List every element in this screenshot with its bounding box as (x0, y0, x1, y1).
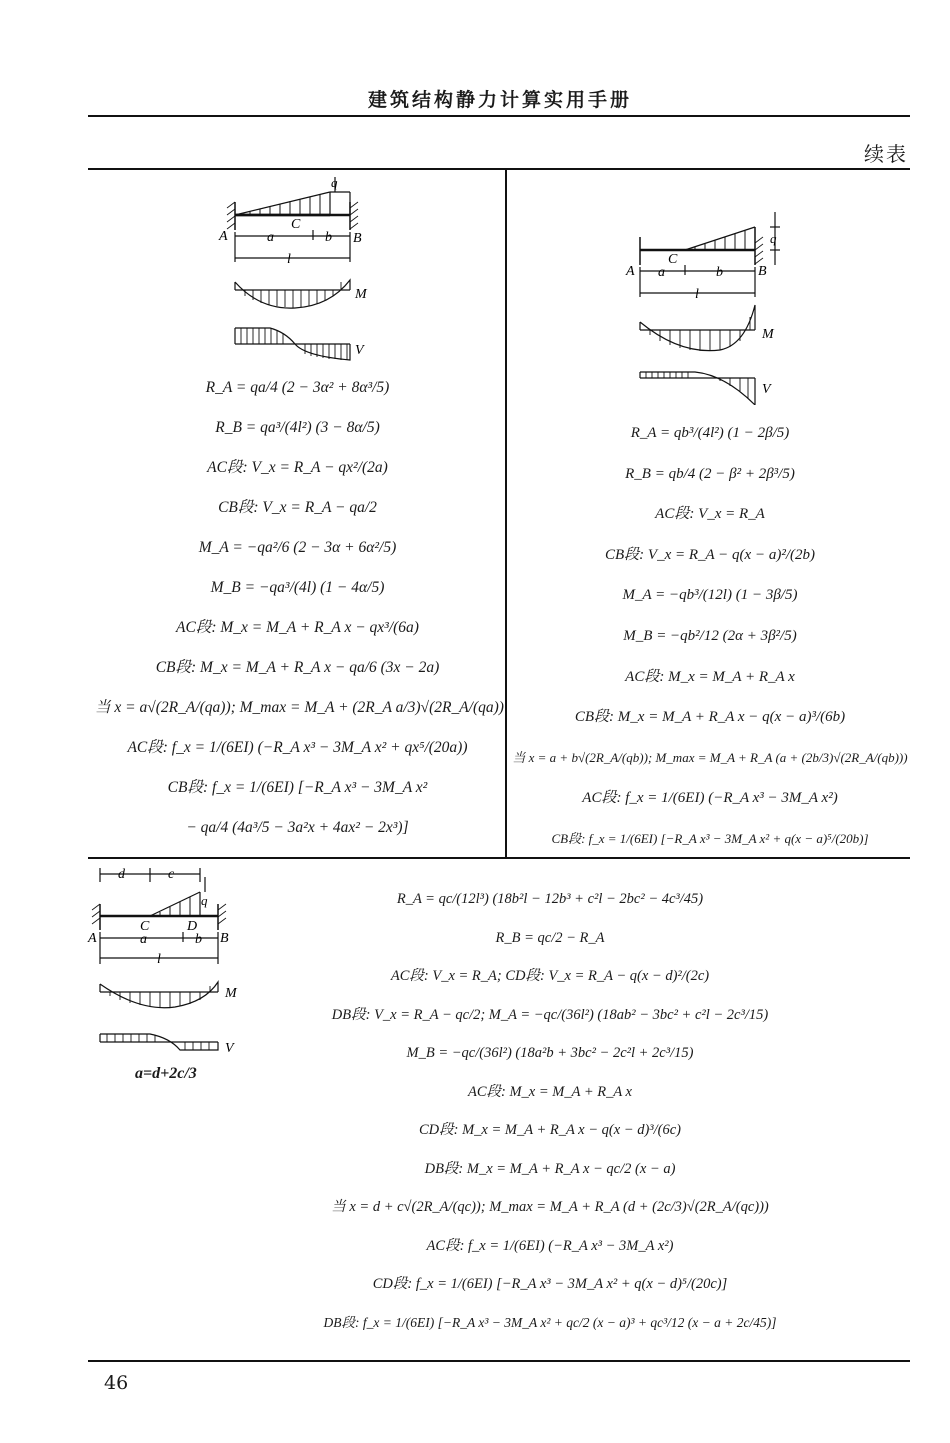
bottom-formula-Vx-DB-MA: DB段: V_x = R_A − qc/2; M_A = −qc/(36l²) (18ab² − 3bc² + c²l − 2c³/15) (331, 1006, 769, 1023)
right-formula-RB: R_B = qb/4 (2 − β² + 2β³/5) (625, 465, 795, 482)
right-q-label: q (770, 231, 777, 246)
right-formula-fx-AC: AC段: f_x = 1/(6EI) (−R_A x³ − 3M_A x²) (582, 790, 838, 807)
right-V-label: V (762, 382, 771, 397)
left-formula-Vx-AC: AC段: V_x = R_A − qx²/(2a) (207, 459, 388, 476)
bottom-formula-RA: R_A = qc/(12l³) (18b²l − 12b³ + c²l − 2bc² − 4c³/45) (396, 891, 704, 907)
right-beam-diagram (620, 205, 790, 405)
left-formula-Vx-CB: CB段: V_x = R_A − qa/2 (218, 499, 377, 516)
left-formula-MB: M_B = −qa³/(4l) (1 − 4α/5) (210, 579, 385, 596)
left-a-label: a (267, 230, 274, 245)
left-V-label: V (355, 343, 364, 358)
bottom-l-label: l (157, 952, 161, 967)
left-formula-MA: M_A = −qa²/6 (2 − 3α + 6α²/5) (198, 539, 397, 556)
bottom-B-label: B (220, 931, 229, 946)
bottom-formula-Mx-AC: AC段: M_x = M_A + R_A x (467, 1083, 632, 1100)
bottom-formula-fx-DB: DB段: f_x = 1/(6EI) [−R_A x³ − 3M_A x² + qc/2 (x − a)³ + qc³/12 (x − a + 2c/45)] (323, 1314, 777, 1330)
right-formula-Mx-AC: AC段: M_x = M_A + R_A x (625, 668, 795, 685)
bottom-moment-diagram (100, 982, 218, 1008)
left-beam-diagram (215, 170, 385, 370)
bottom-D-label: D (187, 919, 198, 934)
bottom-formula-list (255, 880, 845, 1342)
bottom-formula-Mmax: 当 x = d + c√(2R_A/(qc)); M_max = M_A + R_A (d + (2c/3)√(2R_A/(qc))) (331, 1199, 769, 1215)
left-formula-fx-AC: AC段: f_x = 1/(6EI) (−R_A x³ − 3M_A x² + qx⁵/(20a)) (127, 739, 468, 756)
left-formula-RB: R_B = qa³/(4l²) (3 − 8α/5) (215, 419, 380, 436)
right-formula-Mx-CB: CB段: M_x = M_A + R_A x − q(x − a)³/(6b) (574, 709, 846, 726)
left-shear-diagram (235, 328, 350, 360)
right-A-label: A (626, 264, 635, 279)
bottom-a-label: a (140, 932, 147, 947)
left-formula-fx-CB-cont: − qa/4 (4a³/5 − 3a²x + 4ax² − 2x³)] (186, 819, 409, 836)
bottom-condition-a: a=d+2c/3 (135, 1065, 197, 1082)
right-load-triangle (640, 212, 780, 297)
right-moment-diagram (640, 305, 755, 351)
bottom-beam-diagram (85, 862, 255, 1062)
page-header-title: 建筑结构静力计算实用手册 (367, 89, 632, 111)
left-b-label: b (325, 230, 332, 245)
page-number: 46 (104, 1372, 129, 1394)
right-a-label: a (658, 265, 665, 280)
left-B-label: B (353, 231, 362, 246)
bottom-load-triangle (92, 868, 226, 964)
bottom-c-label: c (168, 867, 175, 882)
right-l-label: l (695, 287, 699, 302)
right-formula-MB: M_B = −qb²/12 (2α + 3β²/5) (623, 627, 797, 644)
left-formula-fx-CB: CB段: f_x = 1/(6EI) [−R_A x³ − 3M_A x² (167, 779, 428, 796)
right-shear-diagram (640, 372, 755, 405)
bottom-formula-Mx-CD: CD段: M_x = M_A + R_A x − q(x − d)³/(6c) (419, 1122, 681, 1138)
right-C-label: C (668, 252, 678, 267)
right-formula-Vx-CB: CB段: V_x = R_A − q(x − a)²/(2b) (605, 546, 815, 563)
bottom-formula-fx-CD: CD段: f_x = 1/(6EI) [−R_A x³ − 3M_A x² + q(x − d)⁵/(20c)] (372, 1276, 728, 1292)
left-formula-list (95, 368, 504, 848)
left-formula-Mx-AC: AC段: M_x = M_A + R_A x − qx³/(6a) (176, 619, 419, 636)
bottom-formula-Mx-DB: DB段: M_x = M_A + R_A x − qc/2 (x − a) (424, 1160, 676, 1177)
column-divider (505, 170, 507, 858)
right-b-label: b (716, 265, 723, 280)
bottom-formula-RB: R_B = qc/2 − R_A (495, 929, 605, 946)
bottom-M-label: M (225, 986, 237, 1001)
right-formula-list (510, 413, 910, 860)
bottom-A-label: A (88, 931, 97, 946)
bottom-V-label: V (225, 1041, 234, 1056)
left-l-label: l (287, 252, 291, 267)
continued-label: 续表 (864, 142, 908, 166)
right-formula-RA: R_A = qb³/(4l²) (1 − 2β/5) (630, 425, 790, 441)
table-top-rule (88, 168, 910, 170)
bottom-d-label: d (118, 867, 125, 882)
right-B-label: B (758, 264, 767, 279)
bottom-q-label: q (201, 893, 208, 908)
left-M-label: M (355, 287, 367, 302)
right-formula-fx-CB: CB段: f_x = 1/(6EI) [−R_A x³ − 3M_A x² + q(x − a)⁵/(20b)] (551, 830, 869, 846)
left-C-label: C (291, 217, 301, 232)
right-M-label: M (762, 327, 774, 342)
left-formula-RA: R_A = qa/4 (2 − 3α² + 8α³/5) (205, 379, 390, 396)
bottom-b-label: b (195, 932, 202, 947)
bottom-C-label: C (140, 919, 150, 934)
right-formula-Vx-AC: AC段: V_x = R_A (655, 506, 765, 523)
right-formula-Mmax: 当 x = a + b√(2R_A/(qb)); M_max = M_A + R_A (a + (2b/3)√(2R_A/(qb))) (512, 749, 908, 765)
table-bottom-rule (88, 1360, 910, 1362)
left-formula-Mx-CB: CB段: M_x = M_A + R_A x − qa/6 (3x − 2a) (155, 659, 440, 676)
bottom-formula-fx-AC: AC段: f_x = 1/(6EI) (−R_A x³ − 3M_A x²) (426, 1237, 674, 1254)
bottom-shear-diagram (100, 1034, 218, 1050)
left-q-label: q (331, 175, 338, 190)
left-moment-diagram (235, 280, 350, 308)
left-A-label: A (219, 229, 228, 244)
right-formula-MA: M_A = −qb³/(12l) (1 − 3β/5) (622, 587, 798, 604)
bottom-formula-Vx-AC-CD: AC段: V_x = R_A; CD段: V_x = R_A − q(x − d)²/(2c) (390, 968, 710, 984)
header-rule (88, 115, 910, 117)
left-formula-Mmax: 当 x = a√(2R_A/(qa)); M_max = M_A + (2R_A a/3)√(2R_A/(qa)) (95, 699, 504, 716)
bottom-formula-MB: M_B = −qc/(36l²) (18a²b + 3bc² − 2c²l + 2c³/15) (406, 1045, 694, 1061)
